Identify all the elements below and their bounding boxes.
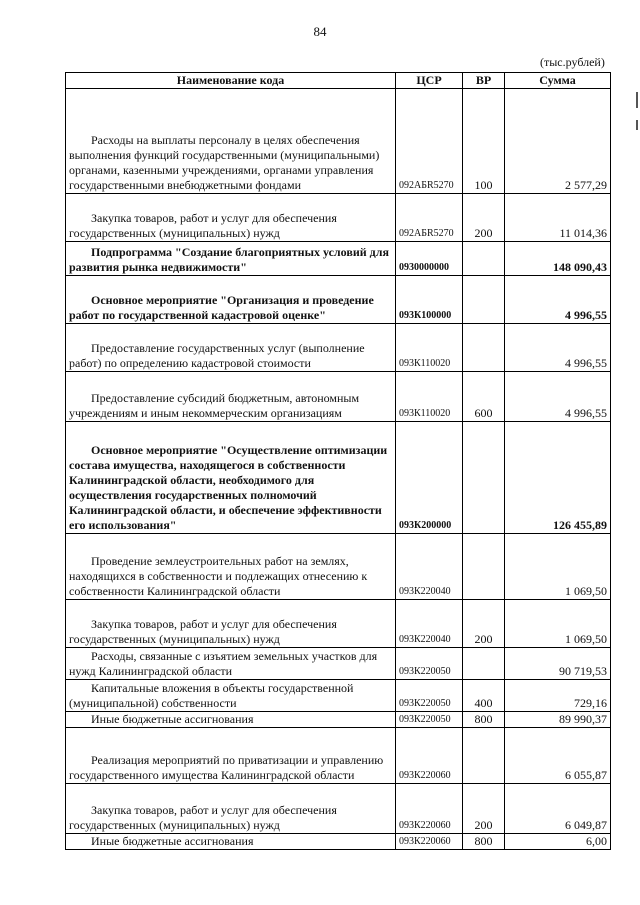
scan-edge-mark [636,120,638,130]
row-csr: 093К220060 [396,784,463,834]
row-csr: 093К220060 [396,728,463,784]
table-row [66,89,611,194]
row-csr: 093К100000 [396,276,463,324]
row-vr: 400 [463,680,505,712]
scan-edge-mark [636,92,638,108]
row-csr: 0930000000 [396,242,463,276]
row-vr [463,534,505,600]
row-vr: 200 [463,784,505,834]
row-sum: 4 996,55 [505,324,611,372]
row-csr: 093К110020 [396,372,463,422]
row-sum: 6 049,87 [505,784,611,834]
header-vr: ВР [463,73,505,89]
row-csr: 092АБR5270 [396,89,463,194]
units-label: (тыс.рублей) [540,55,605,69]
row-csr: 093К220050 [396,680,463,712]
row-name [66,834,396,850]
row-name-text: Подпрограмма "Создание благоприятных условий для развития рынка недвижимости" [69,245,389,274]
row-name-text: Закупка товаров, работ и услуг для обеспечения государственных (муниципальных) нужд [69,617,337,646]
row-csr: 093К220040 [396,600,463,648]
row-name [66,422,396,534]
row-name [66,242,396,276]
row-sum: 1 069,50 [505,534,611,600]
header-csr: ЦСР [396,73,463,89]
row-vr [463,648,505,680]
row-name-text: Закупка товаров, работ и услуг для обеспечения государственных (муниципальных) нужд [69,803,337,832]
row-name [66,728,396,784]
row-name-text: Проведение землеустроительных работ на землях, находящихся в собственности и подлежащих отнесению к собственности Калининградской области [69,554,368,598]
row-sum: 89 990,37 [505,712,611,728]
row-csr: 093К220050 [396,712,463,728]
row-name [66,534,396,600]
row-sum: 729,16 [505,680,611,712]
table-row [66,534,611,600]
row-sum: 126 455,89 [505,422,611,534]
row-name [66,712,396,728]
table-row [66,648,611,680]
row-sum: 148 090,43 [505,242,611,276]
row-csr: 093К200000 [396,422,463,534]
row-vr [463,242,505,276]
row-name-text: Реализация мероприятий по приватизации и управлению государственного имущества Калининградской области [69,753,384,782]
row-vr [463,728,505,784]
row-vr: 200 [463,194,505,242]
row-sum: 6,00 [505,834,611,850]
header-sum: Сумма [505,73,611,89]
row-csr: 093К220040 [396,534,463,600]
table-row [66,784,611,834]
row-name [66,89,396,194]
row-name [66,194,396,242]
row-name-text: Закупка товаров, работ и услуг для обеспечения государственных (муниципальных) нужд [69,211,337,240]
row-sum: 11 014,36 [505,194,611,242]
row-name-text: Капитальные вложения в объекты государственной (муниципальной) собственности [69,681,354,710]
row-vr: 600 [463,372,505,422]
row-vr: 800 [463,834,505,850]
row-name-text: Предоставление субсидий бюджетным, автономным учреждениям и иным некоммерческим организациям [69,391,360,420]
row-csr: 093К220060 [396,834,463,850]
row-name-text: Расходы на выплаты персоналу в целях обеспечения выполнения функций государственными (муниципальными) органами, казенными учреждениями, органами управления государственными внебюджетными фондами [69,133,380,192]
row-name-text: Иные бюджетные ассигнования [91,834,254,848]
budget-table [65,72,611,850]
table-row [66,712,611,728]
table-row [66,834,611,850]
row-csr: 093К220050 [396,648,463,680]
row-vr: 800 [463,712,505,728]
table-row [66,600,611,648]
table-row [66,276,611,324]
row-name-text: Расходы, связанные с изъятием земельных участков для нужд Калининградской области [69,649,378,678]
row-name [66,648,396,680]
row-name [66,680,396,712]
row-name-text: Предоставление государственных услуг (выполнение работ) по определению кадастровой стоимости [69,341,365,370]
table-row [66,194,611,242]
table-row [66,728,611,784]
table-row [66,422,611,534]
row-name [66,324,396,372]
row-name-text: Основное мероприятие "Осуществление оптимизации состава имущества, находящегося в собственности Калининградской области, необходимого для осуществления государственных полномочий Калининградской области, и обеспечение эффективности его использования" [69,443,388,532]
row-csr: 093К110020 [396,324,463,372]
row-name [66,372,396,422]
row-sum: 2 577,29 [505,89,611,194]
row-vr [463,324,505,372]
row-sum: 4 996,55 [505,372,611,422]
row-sum: 6 055,87 [505,728,611,784]
page-number: 84 [313,24,327,39]
row-sum: 4 996,55 [505,276,611,324]
row-sum: 90 719,53 [505,648,611,680]
row-name [66,276,396,324]
table-row [66,324,611,372]
row-csr: 092АБR5270 [396,194,463,242]
row-name-text: Основное мероприятие "Организация и проведение работ по государственной кадастровой оценке" [69,293,374,322]
row-name [66,784,396,834]
row-name-text: Иные бюджетные ассигнования [91,712,254,726]
row-vr: 100 [463,89,505,194]
header-name: Наименование кода [66,73,396,89]
header-row [66,73,611,89]
row-vr [463,276,505,324]
row-vr: 200 [463,600,505,648]
table-row [66,372,611,422]
row-name [66,600,396,648]
row-vr [463,422,505,534]
row-sum: 1 069,50 [505,600,611,648]
table-row [66,680,611,712]
table-row [66,242,611,276]
